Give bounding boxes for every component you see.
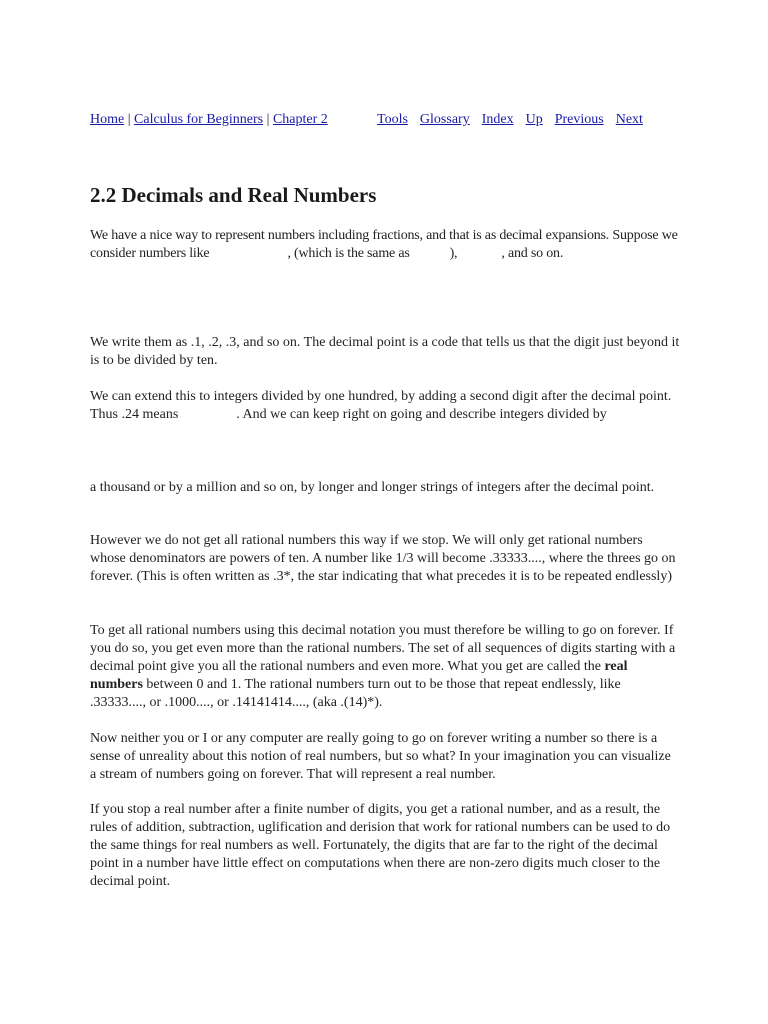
nav-glossary-link[interactable]: Glossary: [419, 112, 470, 127]
paragraph-text: ),: [449, 246, 458, 261]
paragraph-finite-digits: If you stop a real number after a finite number of digits, you get a rational number, and as a result, the rules of addition, subtraction, uglification and derision that work for rational numbers can be used to do the same things for real numbers as well. Fortunately, the digits that are far to the right of the decimal point in a number have little effect on computations when there are non-zero digits much closer to the decimal point.: [90, 802, 671, 889]
paragraph-decimal-point: We write them as .1, .2, .3, and so on. The decimal point is a code that tells us that the digit just beyond it is to be divided by ten.: [90, 335, 680, 368]
nav-home-link[interactable]: Home: [90, 112, 125, 127]
paragraph-thousands: a thousand or by a million and so on, by longer and longer strings of integers after the decimal point.: [90, 480, 655, 495]
nav-course-link[interactable]: Calculus for Beginners: [134, 112, 264, 127]
paragraph-text: , (which is the same as: [287, 246, 410, 261]
paragraph-real-numbers: [90, 622, 680, 712]
nav-previous-link[interactable]: Previous: [554, 112, 604, 127]
paragraph-text: To get all rational numbers using this decimal notation you must therefore be willing to go on forever. If you do so, you get even more than the rational numbers. The set of all sequences of digits starting with a decimal point give you all the rational numbers and even more. What you get are called the: [90, 623, 676, 674]
nav-separator: |: [263, 112, 273, 127]
nav-index-link[interactable]: Index: [481, 112, 514, 127]
nav-tools-link[interactable]: Tools: [377, 112, 408, 127]
paragraph-text: between 0 and 1. The rational numbers turn out to be those that repeat endlessly, like .33333...., or .1000...., or .14141414...., (aka .(14)*).: [90, 677, 621, 710]
nav-separator: |: [124, 112, 135, 127]
paragraph-rational-limits: However we do not get all rational numbers this way if we stop. We will only get rational numbers whose denominators are powers of ten. A number like 1/3 will become .33333...., where the threes go on forever. (This is often written as .3*, the star indicating that what precedes it is to be repeated endlessly): [90, 533, 676, 584]
paragraph-intro: [90, 227, 680, 263]
nav-next-link[interactable]: Next: [615, 112, 643, 127]
navigation-bar: [90, 111, 680, 129]
page-title: 2.2 Decimals and Real Numbers: [90, 183, 377, 207]
nav-tools-group: [377, 111, 643, 129]
paragraph-text: We can extend this to integers divided by one hundred, by adding a second digit after the decimal point. Thus .24 means: [90, 389, 672, 422]
paragraph-text: . And we can keep right on going and describe integers divided by: [236, 407, 607, 422]
nav-chapter-link[interactable]: Chapter 2: [272, 112, 328, 127]
bold-term: real numbers: [90, 659, 628, 692]
paragraph-hundredths: [90, 388, 680, 424]
nav-up-link[interactable]: Up: [525, 112, 543, 127]
paragraph-text: , and so on.: [501, 246, 564, 261]
paragraph-unreality: Now neither you or I or any computer are really going to go on forever writing a number so there is a sense of unreality about this notion of real numbers, but so what? In your imagination you can visualize a stream of numbers going on forever. That will represent a real number.: [90, 731, 671, 782]
paragraph-text: We have a nice way to represent numbers including fractions, and that is as decimal expansions. Suppose we consider numbers like: [90, 228, 678, 261]
